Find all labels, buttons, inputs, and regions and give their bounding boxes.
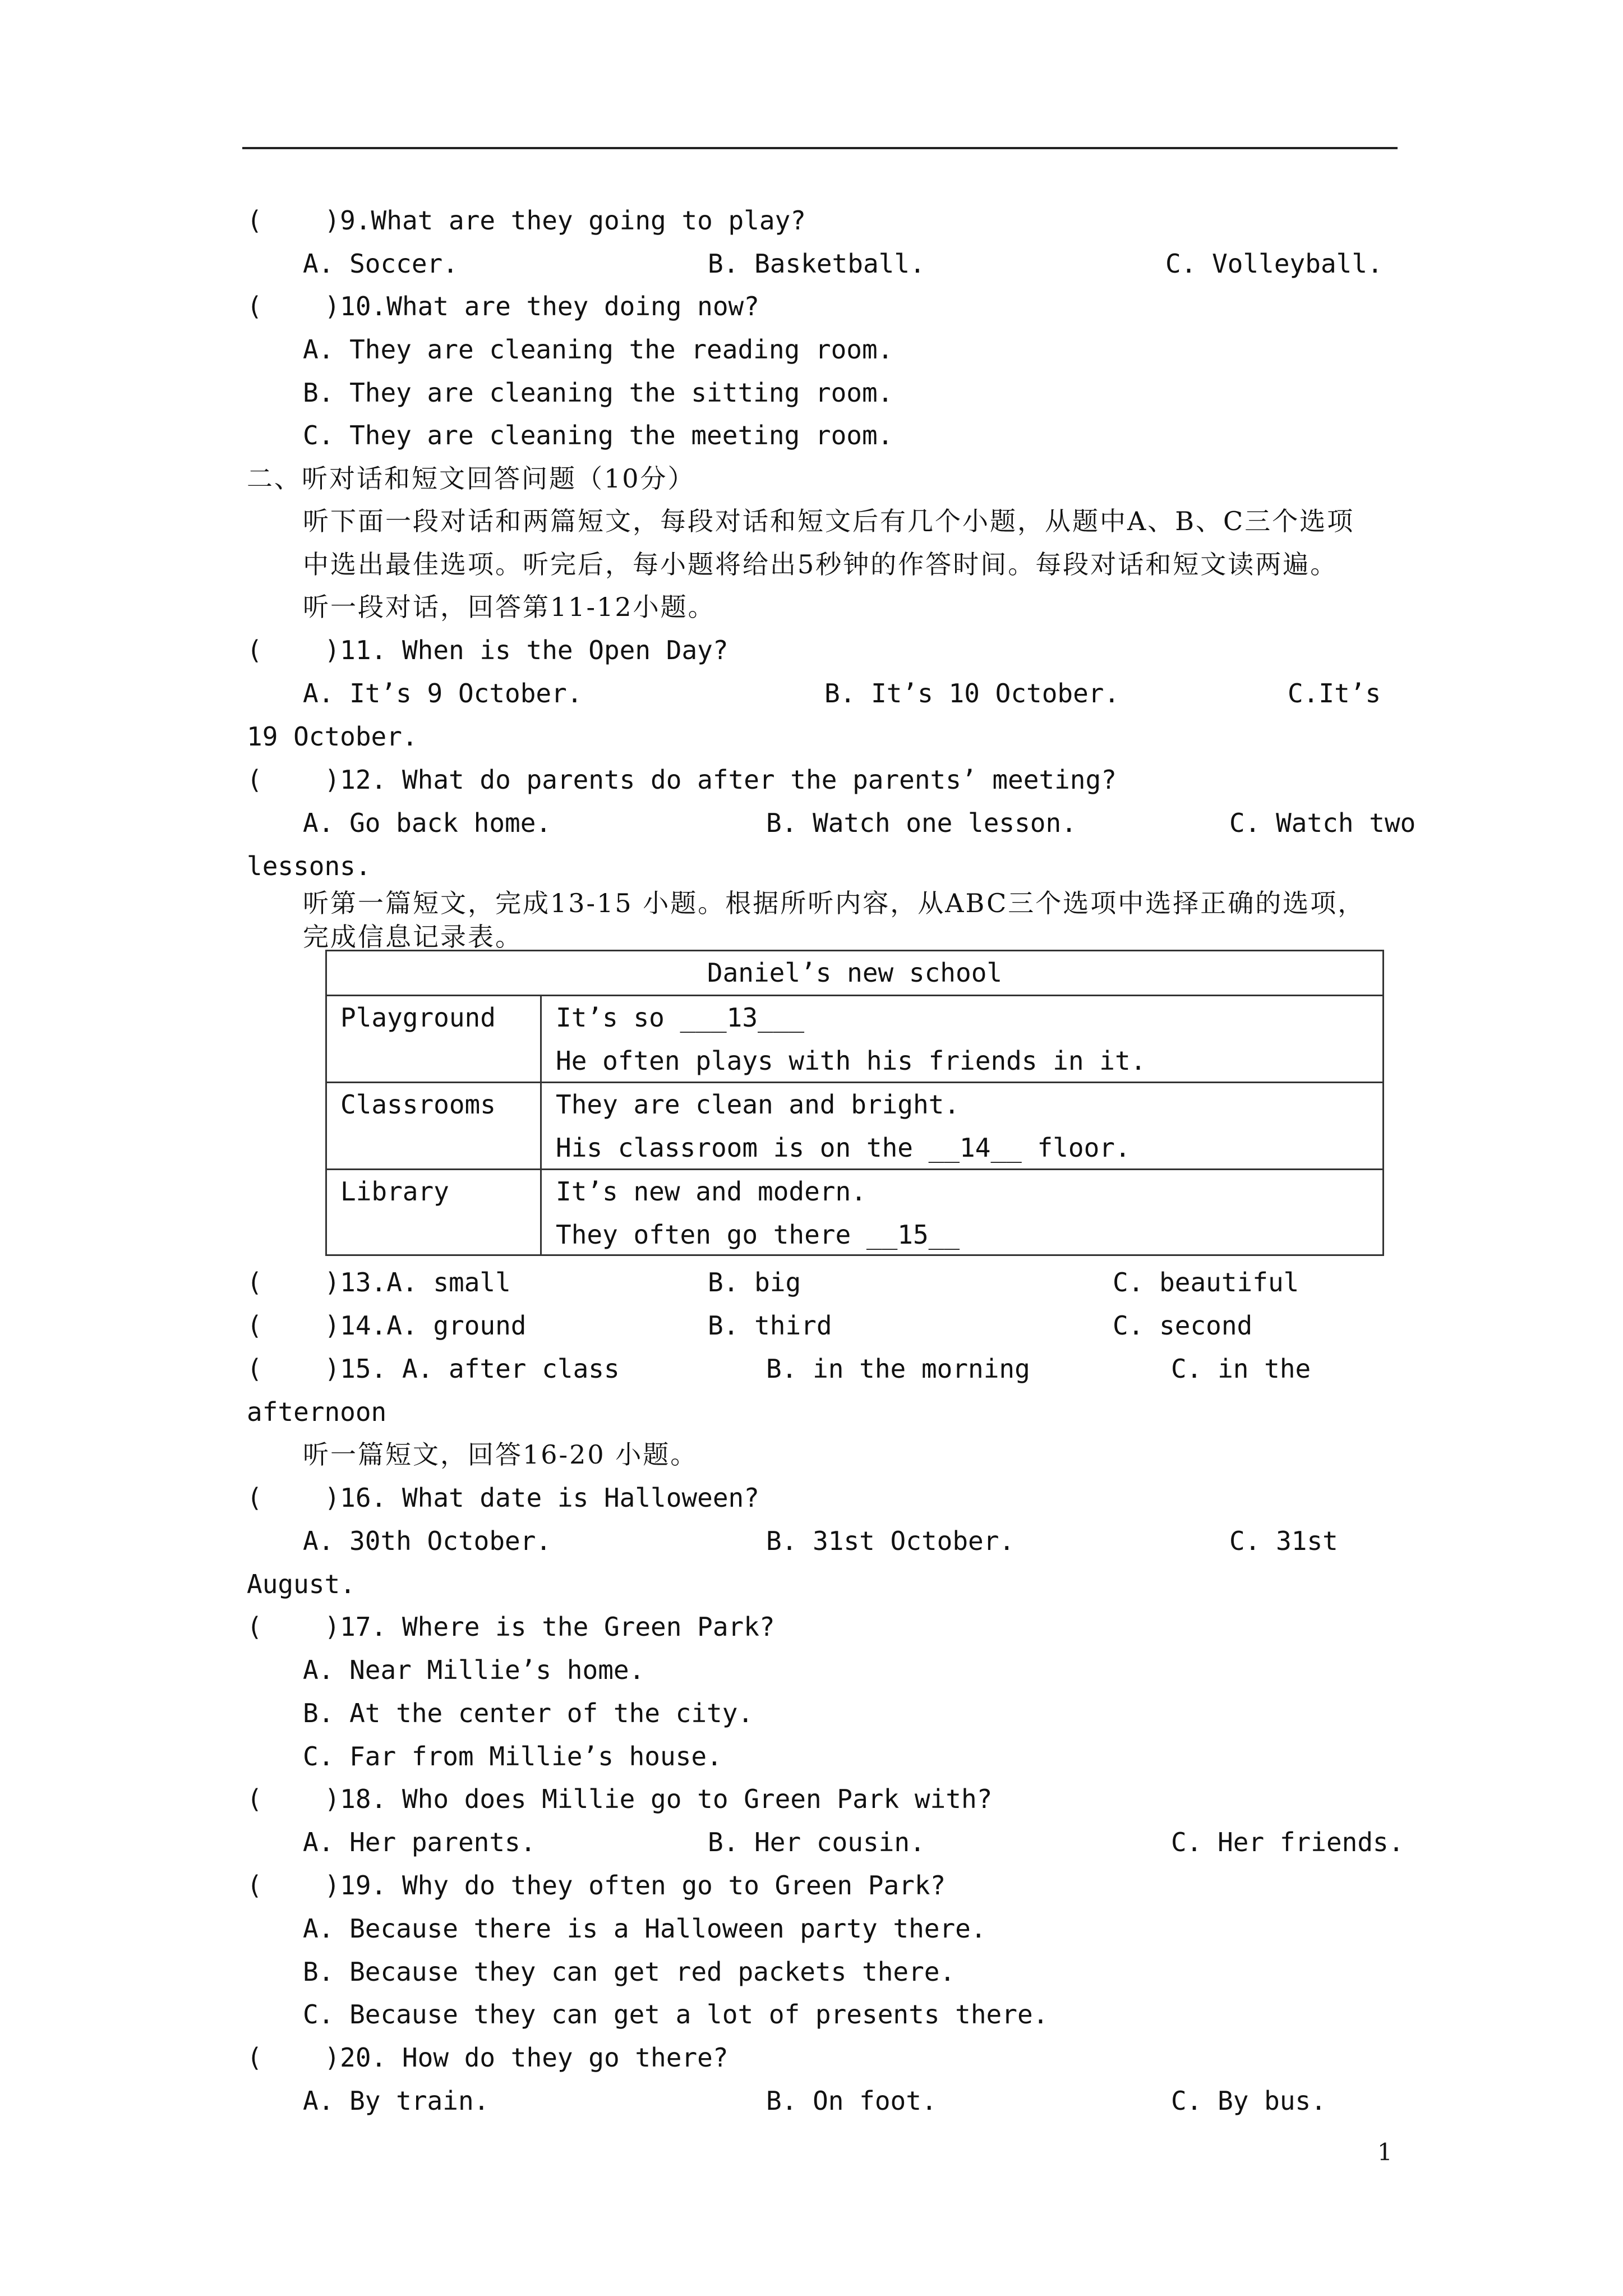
- table-divider: [327, 1168, 1382, 1170]
- question-14: ( )14.A. ground: [247, 1310, 527, 1341]
- question-10: ( )10.What are they doing now?: [247, 291, 759, 321]
- table-row-label: Playground: [340, 1002, 496, 1033]
- section-2-instruction-1: 听下面一段对话和两篇短文，每段对话和短文后有几个小题，从题中A、B、C三个选项: [303, 506, 1355, 536]
- table-row-line-2: His classroom is on the __14__ floor.: [556, 1133, 1131, 1163]
- question-16: ( )16. What date is Halloween?: [247, 1483, 759, 1513]
- question-20: ( )20. How do they go there?: [247, 2042, 728, 2073]
- q11-option-c-continued: 19 October.: [247, 721, 418, 752]
- q14-option-c: C. second: [1113, 1310, 1253, 1341]
- q10-option-b: B. They are cleaning the sitting room.: [303, 378, 893, 408]
- q9-option-a: A. Soccer.: [303, 249, 458, 279]
- question-11: ( )11. When is the Open Day?: [247, 635, 728, 665]
- q17-option-a: A. Near Millie’s home.: [303, 1655, 645, 1685]
- q15-option-b: B. in the morning: [766, 1354, 1030, 1384]
- q17-option-b: B. At the center of the city.: [303, 1698, 754, 1728]
- q19-option-b: B. Because they can get red packets there.: [303, 1957, 956, 1987]
- question-19: ( )19. Why do they often go to Green Park?: [247, 1870, 946, 1901]
- table-title: Daniel’s new school: [707, 958, 1003, 988]
- q16-option-c-continued: August.: [247, 1569, 356, 1599]
- q20-option-b: B. On foot.: [766, 2086, 937, 2116]
- table-row-line-2: He often plays with his friends in it.: [556, 1046, 1146, 1076]
- q17-option-c: C. Far from Millie’s house.: [303, 1741, 722, 1772]
- section-2-title: 二、听对话和短文回答问题（10分）: [247, 463, 695, 494]
- q10-option-a: A. They are cleaning the reading room.: [303, 334, 893, 365]
- q20-option-a: A. By train.: [303, 2086, 490, 2116]
- q12-option-c: C. Watch two: [1229, 808, 1416, 838]
- table-row-line-2: They often go there __15__: [556, 1220, 960, 1250]
- question-9: ( )9.What are they going to play?: [247, 205, 806, 236]
- header-rule: [242, 147, 1398, 149]
- q13-option-b: B. big: [708, 1267, 801, 1297]
- passage-2-instruction: 听一篇短文，回答16-20 小题。: [303, 1439, 698, 1470]
- table-divider: [327, 995, 1382, 996]
- section-2-instruction-2: 中选出最佳选项。听完后，每小题将给出5秒钟的作答时间。每段对话和短文读两遍。: [303, 549, 1338, 579]
- question-15: ( )15. A. after class: [247, 1354, 620, 1384]
- table-row-line-1: It’s so ___13___: [556, 1002, 805, 1033]
- q18-option-a: A. Her parents.: [303, 1827, 536, 1857]
- q18-option-b: B. Her cousin.: [708, 1827, 925, 1857]
- table-divider: [327, 1082, 1382, 1083]
- q10-option-c: C. They are cleaning the meeting room.: [303, 420, 893, 450]
- q12-option-b: B. Watch one lesson.: [766, 808, 1077, 838]
- q16-option-c: C. 31st: [1229, 1526, 1338, 1556]
- table-column-divider: [540, 995, 542, 1256]
- passage-1-instruction-1: 听第一篇短文，完成13-15 小题。根据所听内容，从ABC三个选项中选择正确的选项，: [303, 888, 1366, 918]
- q11-option-a: A. It’s 9 October.: [303, 678, 583, 708]
- q15-option-c: C. in the: [1171, 1354, 1311, 1384]
- q15-option-c-continued: afternoon: [247, 1397, 387, 1427]
- q20-option-c: C. By bus.: [1171, 2086, 1326, 2116]
- passage-1-instruction-2: 完成信息记录表。: [303, 922, 523, 952]
- q11-option-b: B. It’s 10 October.: [824, 678, 1120, 708]
- q19-option-c: C. Because they can get a lot of presents there.: [303, 1999, 1049, 2030]
- q14-option-b: B. third: [708, 1310, 832, 1341]
- q11-option-c: C.It’s: [1288, 678, 1381, 708]
- table-row-line-1: They are clean and bright.: [556, 1089, 960, 1120]
- info-record-table: [325, 950, 1384, 1256]
- q9-option-c: C. Volleyball.: [1165, 249, 1383, 279]
- q16-option-a: A. 30th October.: [303, 1526, 552, 1556]
- q13-option-c: C. beautiful: [1113, 1267, 1299, 1297]
- q9-option-b: B. Basketball.: [708, 249, 925, 279]
- page-number: 1: [1377, 2138, 1393, 2166]
- q19-option-a: A. Because there is a Halloween party there.: [303, 1913, 986, 1944]
- q18-option-c: C. Her friends.: [1171, 1827, 1404, 1857]
- q12-option-a: A. Go back home.: [303, 808, 552, 838]
- question-18: ( )18. Who does Millie go to Green Park with?: [247, 1784, 993, 1814]
- table-row-label: Classrooms: [340, 1089, 496, 1120]
- question-17: ( )17. Where is the Green Park?: [247, 1612, 775, 1642]
- table-row-line-1: It’s new and modern.: [556, 1176, 866, 1207]
- section-2-instruction-3: 听一段对话，回答第11-12小题。: [303, 592, 716, 622]
- q16-option-b: B. 31st October.: [766, 1526, 1015, 1556]
- q12-option-c-continued: lessons.: [247, 851, 371, 881]
- question-13: ( )13.A. small: [247, 1267, 511, 1297]
- table-row-label: Library: [340, 1176, 449, 1207]
- question-12: ( )12. What do parents do after the parents’ meeting?: [247, 765, 1117, 795]
